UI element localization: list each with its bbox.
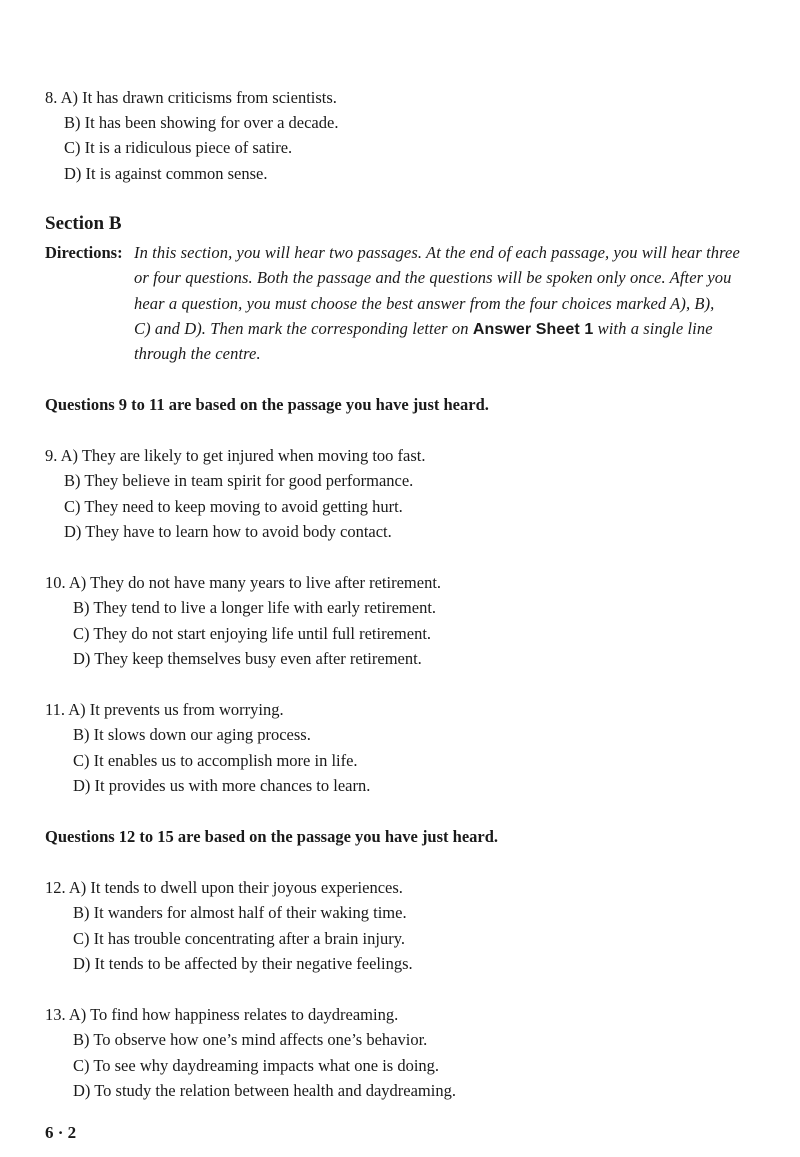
page-number: 6 · 2	[45, 1123, 77, 1142]
question-number: 11.	[45, 700, 66, 719]
option-d: D) To study the relation between health and daydreaming.	[73, 1081, 456, 1100]
directions-line-2: or four questions. Both the passage and the questions will be spoken only once. After you	[134, 268, 732, 287]
directions-line-1: In this section, you will hear two passages. At the end of each passage, you will hear three	[134, 243, 740, 262]
passage-two-header: Questions 12 to 15 are based on the passage you have just heard.	[45, 827, 499, 846]
question-number: 13.	[45, 1005, 66, 1024]
option-c: C) It has trouble concentrating after a brain injury.	[73, 929, 406, 948]
option-a: A) They do not have many years to live after retirement.	[68, 573, 442, 592]
option-d: D) It is against common sense.	[64, 164, 268, 183]
passage-one-header: Questions 9 to 11 are based on the passage you have just heard.	[45, 395, 489, 414]
option-b: B) It wanders for almost half of their waking time.	[73, 903, 407, 922]
option-b: B) They tend to live a longer life with early retirement.	[73, 598, 437, 617]
directions-line-5: through the centre.	[134, 344, 261, 363]
option-a: A) It prevents us from worrying.	[68, 700, 284, 719]
question-11	[45, 700, 284, 720]
option-a: A) It has drawn criticisms from scientists.	[60, 88, 337, 107]
question-number: 10.	[45, 573, 66, 592]
option-b: B) They believe in team spirit for good performance.	[64, 471, 414, 490]
question-8	[45, 88, 337, 108]
option-c: C) It is a ridiculous piece of satire.	[64, 138, 293, 157]
answer-sheet-label: Answer Sheet 1	[472, 321, 594, 338]
option-a: A) It tends to dwell upon their joyous experiences.	[68, 878, 403, 897]
question-13	[45, 1005, 398, 1025]
question-number: 8.	[45, 88, 58, 107]
option-a: A) They are likely to get injured when moving too fast.	[60, 446, 426, 465]
option-d: D) It provides us with more chances to learn.	[73, 776, 371, 795]
directions-line-4	[134, 319, 713, 340]
option-d: D) They have to learn how to avoid body contact.	[64, 522, 392, 541]
option-c: C) It enables us to accomplish more in life.	[73, 751, 358, 770]
option-c: C) They need to keep moving to avoid getting hurt.	[64, 497, 403, 516]
section-title: Section B	[45, 213, 122, 234]
option-c: C) They do not start enjoying life until full retirement.	[73, 624, 432, 643]
option-b: B) It slows down our aging process.	[73, 725, 311, 744]
directions-line-4-pre: C) and D). Then mark the corresponding letter on	[134, 319, 469, 338]
question-9	[45, 446, 426, 466]
question-10	[45, 573, 441, 593]
question-12	[45, 878, 403, 898]
question-number: 12.	[45, 878, 66, 897]
directions-line-4-post: with a single line	[597, 319, 713, 338]
directions-label: Directions:	[45, 243, 123, 262]
option-a: A) To find how happiness relates to daydreaming.	[68, 1005, 399, 1024]
option-d: D) They keep themselves busy even after retirement.	[73, 649, 422, 668]
option-b: B) It has been showing for over a decade.	[64, 113, 339, 132]
option-b: B) To observe how one’s mind affects one’s behavior.	[73, 1030, 428, 1049]
option-d: D) It tends to be affected by their negative feelings.	[73, 954, 413, 973]
option-c: C) To see why daydreaming impacts what one is doing.	[73, 1056, 440, 1075]
directions-line-3: hear a question, you must choose the best answer from the four choices marked A), B),	[134, 294, 715, 313]
question-number: 9.	[45, 446, 58, 465]
